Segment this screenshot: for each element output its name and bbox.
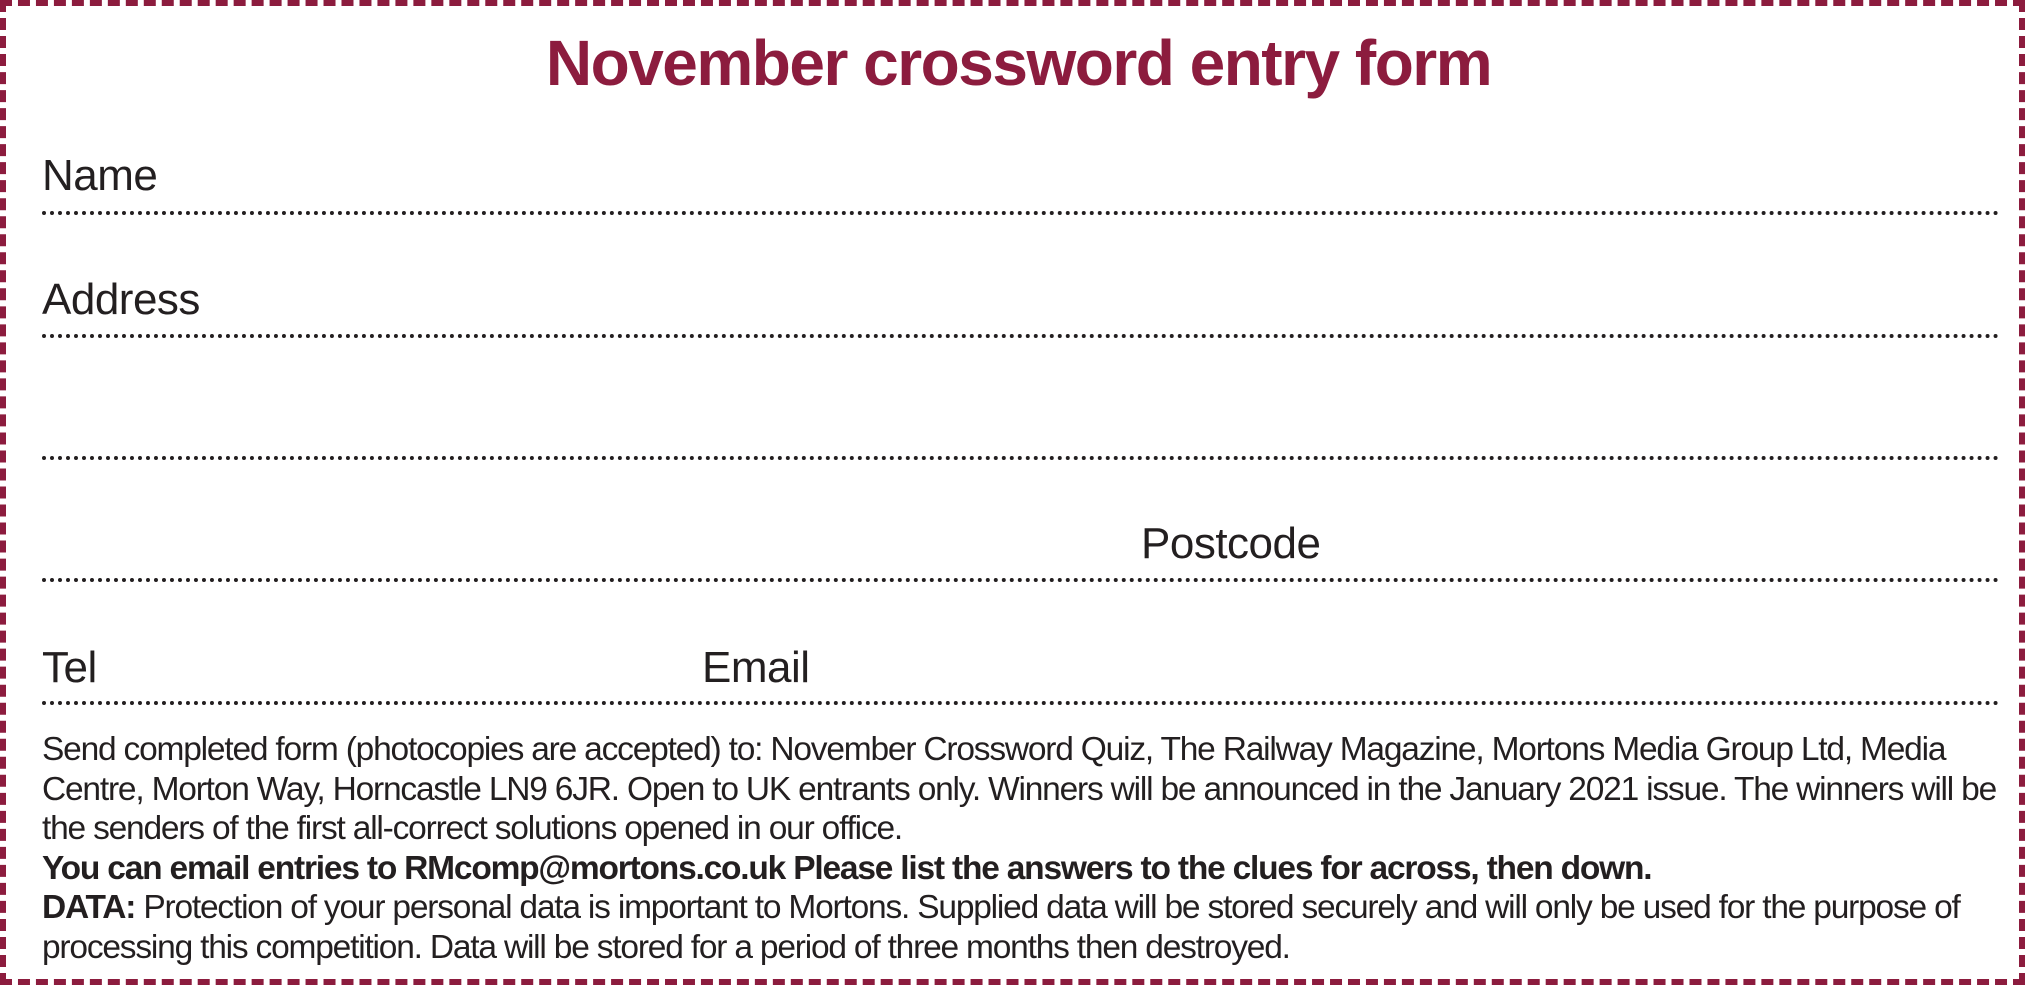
- form-title: November crossword entry form: [545, 27, 1492, 99]
- data-protection-text: Protection of your personal data is important to Mortons. Supplied data will be stored securely and will only be used for the purpose of processing this competition. Data will be stored for a period of three months then destroyed.: [42, 889, 1960, 966]
- tel-label: Tel: [42, 643, 97, 692]
- entry-instructions: [42, 730, 2002, 967]
- data-protection-note: [42, 888, 2002, 967]
- email-note: You can email entries to RMcomp@mortons.co.uk Please list the answers to the clues for across, then down.: [42, 849, 1652, 887]
- name-field[interactable]: [42, 211, 2000, 215]
- data-label: DATA:: [42, 889, 136, 926]
- postcode-field[interactable]: [42, 578, 2000, 582]
- postcode-label: Postcode: [1141, 519, 1321, 568]
- name-label: Name: [42, 151, 158, 200]
- instructions-text: Send completed form (photocopies are accepted) to: November Crossword Quiz, The Railway Magazine, Mortons Media Group Ltd, Media Centre, Morton Way, Horncastle LN9 6JR. Open to UK entrants only. Winners will be announced in the January 2021 issue. The winners will be the senders of the first all-correct solutions opened in our office.: [42, 731, 1997, 847]
- address-field-line-1[interactable]: [42, 334, 2000, 338]
- tel-email-field[interactable]: [42, 701, 2000, 705]
- email-label: Email: [702, 643, 810, 692]
- address-field-line-2[interactable]: [42, 456, 2000, 460]
- address-label: Address: [42, 275, 200, 324]
